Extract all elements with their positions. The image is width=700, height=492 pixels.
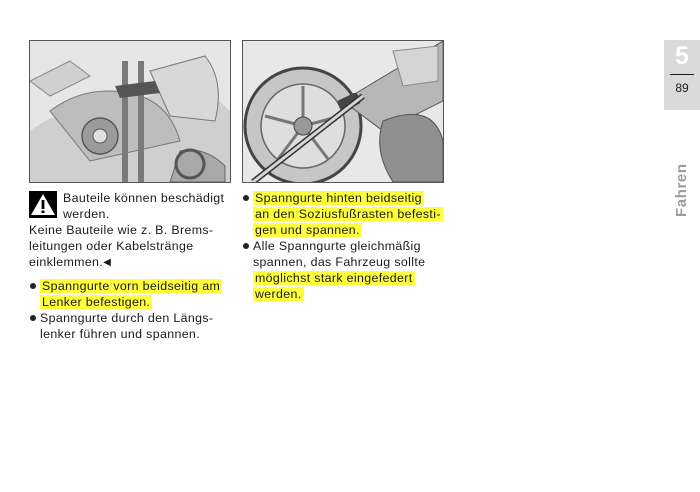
chapter-title: Fahren — [673, 163, 690, 217]
body-text-line-2: leitungen oder Kabelstränge — [29, 239, 194, 253]
chapter-divider — [670, 74, 694, 75]
highlighted-text: an den Soziusfußrasten befesti- — [255, 207, 441, 221]
highlighted-text: Spanngurte hinten beidseitig — [255, 191, 422, 205]
chapter-tab — [664, 40, 700, 110]
list-item-text: Alle Spanngurte gleichmäßig — [253, 239, 421, 253]
bullet-icon — [243, 195, 249, 201]
list-item-text: lenker führen und spannen. — [40, 327, 200, 341]
warning-heading-line-1: Bauteile können beschädigt — [63, 191, 225, 205]
chapter-number: 5 — [675, 42, 689, 70]
motorcycle-rear-footrest-strap-photo — [242, 40, 444, 183]
highlighted-text: Lenker befestigen. — [42, 295, 151, 309]
highlighted-text: möglichst stark eingefedert — [255, 271, 413, 285]
warning-block — [29, 190, 234, 222]
body-text-line-1: Keine Bauteile wie z. B. Brems- — [29, 223, 214, 237]
bullet-icon — [243, 243, 249, 249]
end-marker-icon: ◀ — [103, 257, 112, 268]
highlighted-text: Spanngurte vorn beidseitig am — [42, 279, 221, 293]
list-item — [29, 310, 234, 342]
list-item-text: Spanngurte durch den Längs- — [40, 311, 214, 325]
left-text-column — [29, 190, 234, 342]
body-text-line-3: einklemmen.◀ — [29, 255, 112, 269]
page-number: 89 — [675, 81, 689, 95]
list-item — [29, 278, 234, 310]
bullet-icon — [30, 315, 36, 321]
list-item — [242, 190, 452, 238]
warning-heading-line-2: werden. — [63, 207, 110, 221]
highlighted-text: werden. — [255, 287, 302, 301]
right-text-column — [242, 190, 452, 302]
list-item — [242, 238, 452, 302]
chapter-side-label — [664, 163, 700, 315]
motorcycle-front-handlebar-strap-photo — [29, 40, 231, 183]
bullet-icon — [30, 283, 36, 289]
list-item-text: spannen, das Fahrzeug sollte — [253, 255, 426, 269]
highlighted-text: gen und spannen. — [255, 223, 360, 237]
warning-triangle-icon — [29, 191, 57, 218]
